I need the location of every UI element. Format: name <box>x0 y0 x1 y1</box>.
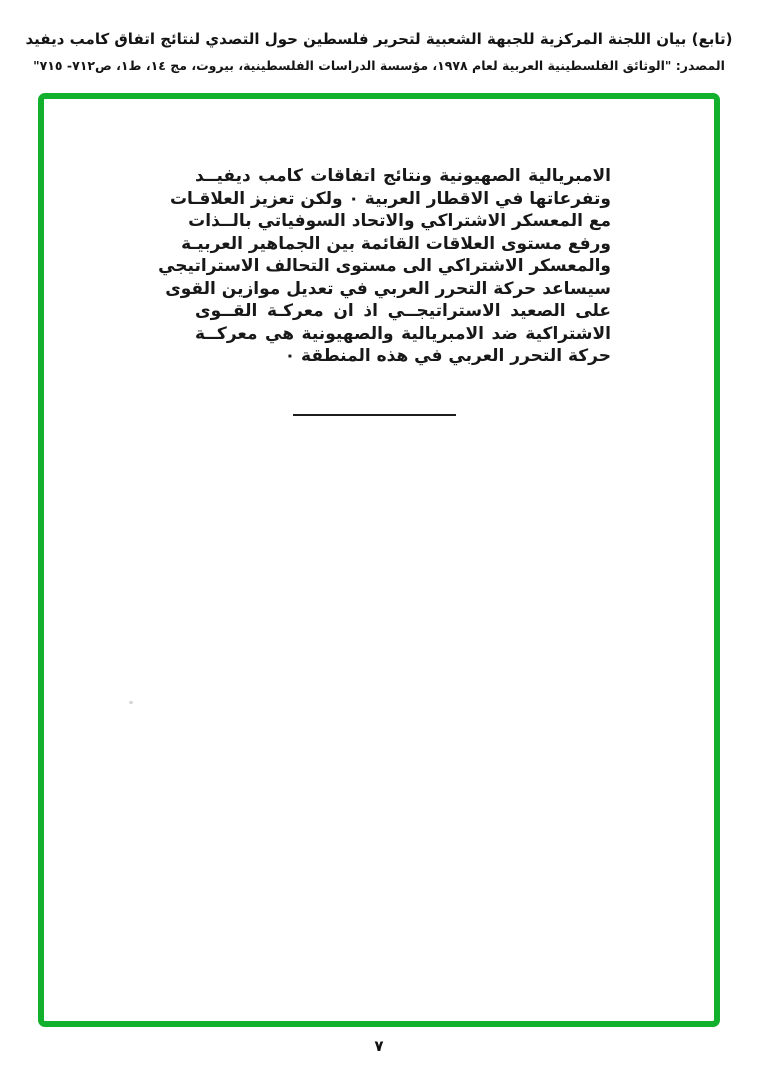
scan-artifact-dot <box>129 701 133 704</box>
header-title: (تابع) بيان اللجنة المركزية للجبهة الشعبية لتحرير فلسطين حول التصدي لنتائج اتفاق كامب ديفيد <box>25 30 733 48</box>
page-number: ٧ <box>374 1037 384 1055</box>
body-paragraph <box>158 165 611 368</box>
paragraph-line: الامبريالية الصهيونية ونتائج اتفاقات كامب ديفيــد <box>195 166 611 186</box>
section-divider <box>293 414 456 416</box>
paragraph-line: على الصعيد الاستراتيجــي اذ ان معركـة القــوى <box>195 301 611 321</box>
paragraph-line: سيساعد حركة التحرر العربي في تعديل موازين القوى <box>165 278 611 299</box>
paragraph-line: وتفرعاتها في الاقطار العربية ٠ ولكن تعزيز العلاقـات <box>169 188 611 209</box>
page-footer <box>0 1036 758 1055</box>
document-header <box>0 27 758 75</box>
paragraph-line: مع المعسكر الاشتراكي والاتحاد السوفياتي بالــذات <box>188 211 611 231</box>
paragraph-line: والمعسكر الاشتراكي الى مستوى التحالف الاستراتيجي <box>158 256 611 276</box>
paragraph-line: ورفع مستوى العلاقات القائمة بين الجماهير العربيـة <box>181 233 611 254</box>
paragraph-line: حركة التحرر العربي في هذه المنطقة ٠ <box>284 346 611 366</box>
header-source: المصدر: "الوثائق الفلسطينية العربية لعام ١٩٧٨، مؤسسة الدراسات الفلسطينية، بيروت، مج ١٤، ط١، ص٧١٢- ٧١٥" <box>33 58 725 73</box>
paragraph-line: الاشتراكية ضد الامبريالية والصهيونية هي معركــة <box>195 323 611 344</box>
